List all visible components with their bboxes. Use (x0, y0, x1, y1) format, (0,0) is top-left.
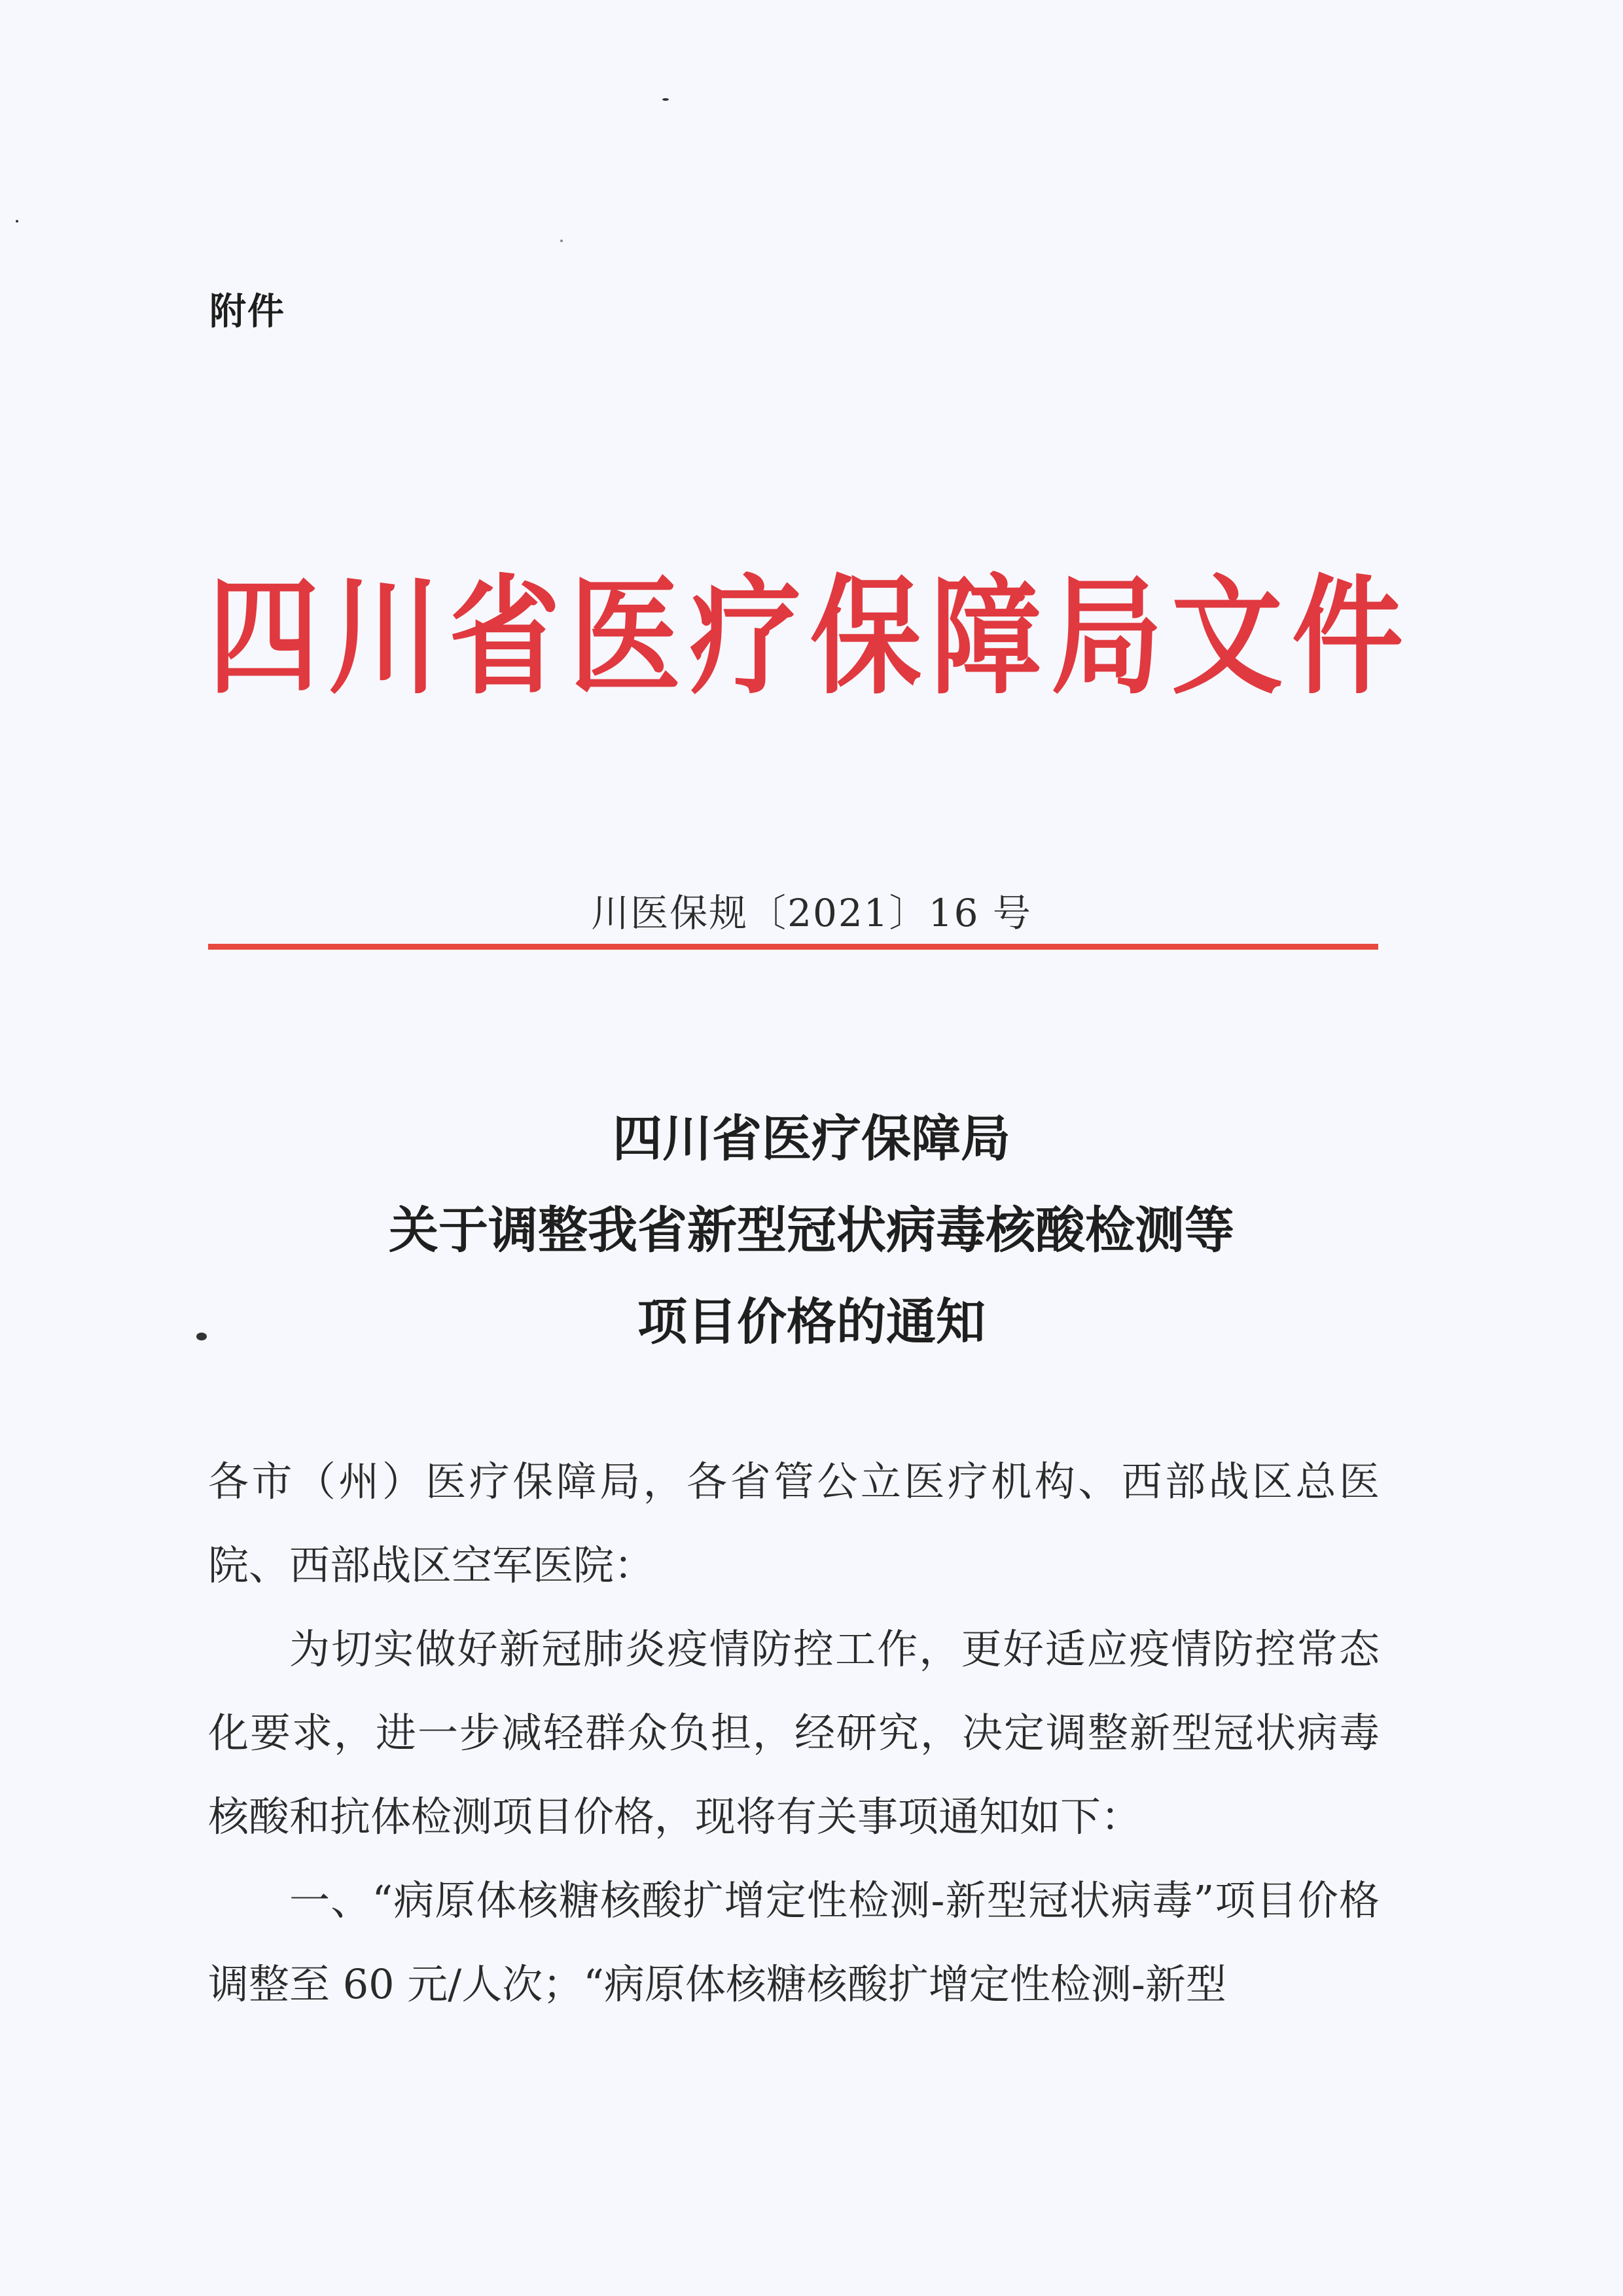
notice-title-line-1: 四川省医疗保障局 (613, 1109, 1010, 1168)
paragraph-item-1: 一、“病原体核糖核酸扩增定性检测-新型冠状病毒”项目价格调整至 60 元/人次；“病原体核糖核酸扩增定性检测-新型 (208, 1876, 1380, 2008)
notice-title-line-2: 关于调整我省新型冠状病毒核酸检测等 (389, 1201, 1234, 1259)
paragraph-intro: 为切实做好新冠肺炎疫情防控工作，更好适应疫情防控常态化要求，进一步减轻群众负担，经研究，决定调整新型冠状病毒核酸和抗体检测项目价格，现将有关事项通知如下： (208, 1625, 1380, 1840)
attachment-label: 附件 (209, 291, 285, 333)
scan-speck (560, 240, 563, 242)
notice-body (208, 1440, 1380, 2026)
issuer-header: 四川省医疗保障局文件 (208, 562, 1413, 712)
scan-speck (196, 1333, 207, 1340)
scan-speck (16, 220, 18, 223)
document-number: 川医保规〔2021〕16 号 (591, 891, 1032, 935)
notice-title (0, 1093, 1623, 1368)
red-divider-rule (208, 944, 1378, 950)
salutation: 各市（州）医疗保障局，各省管公立医疗机构、西部战区总医院、西部战区空军医院： (208, 1458, 1380, 1589)
notice-title-line-3: 项目价格的通知 (637, 1293, 986, 1351)
scan-speck (662, 98, 669, 101)
